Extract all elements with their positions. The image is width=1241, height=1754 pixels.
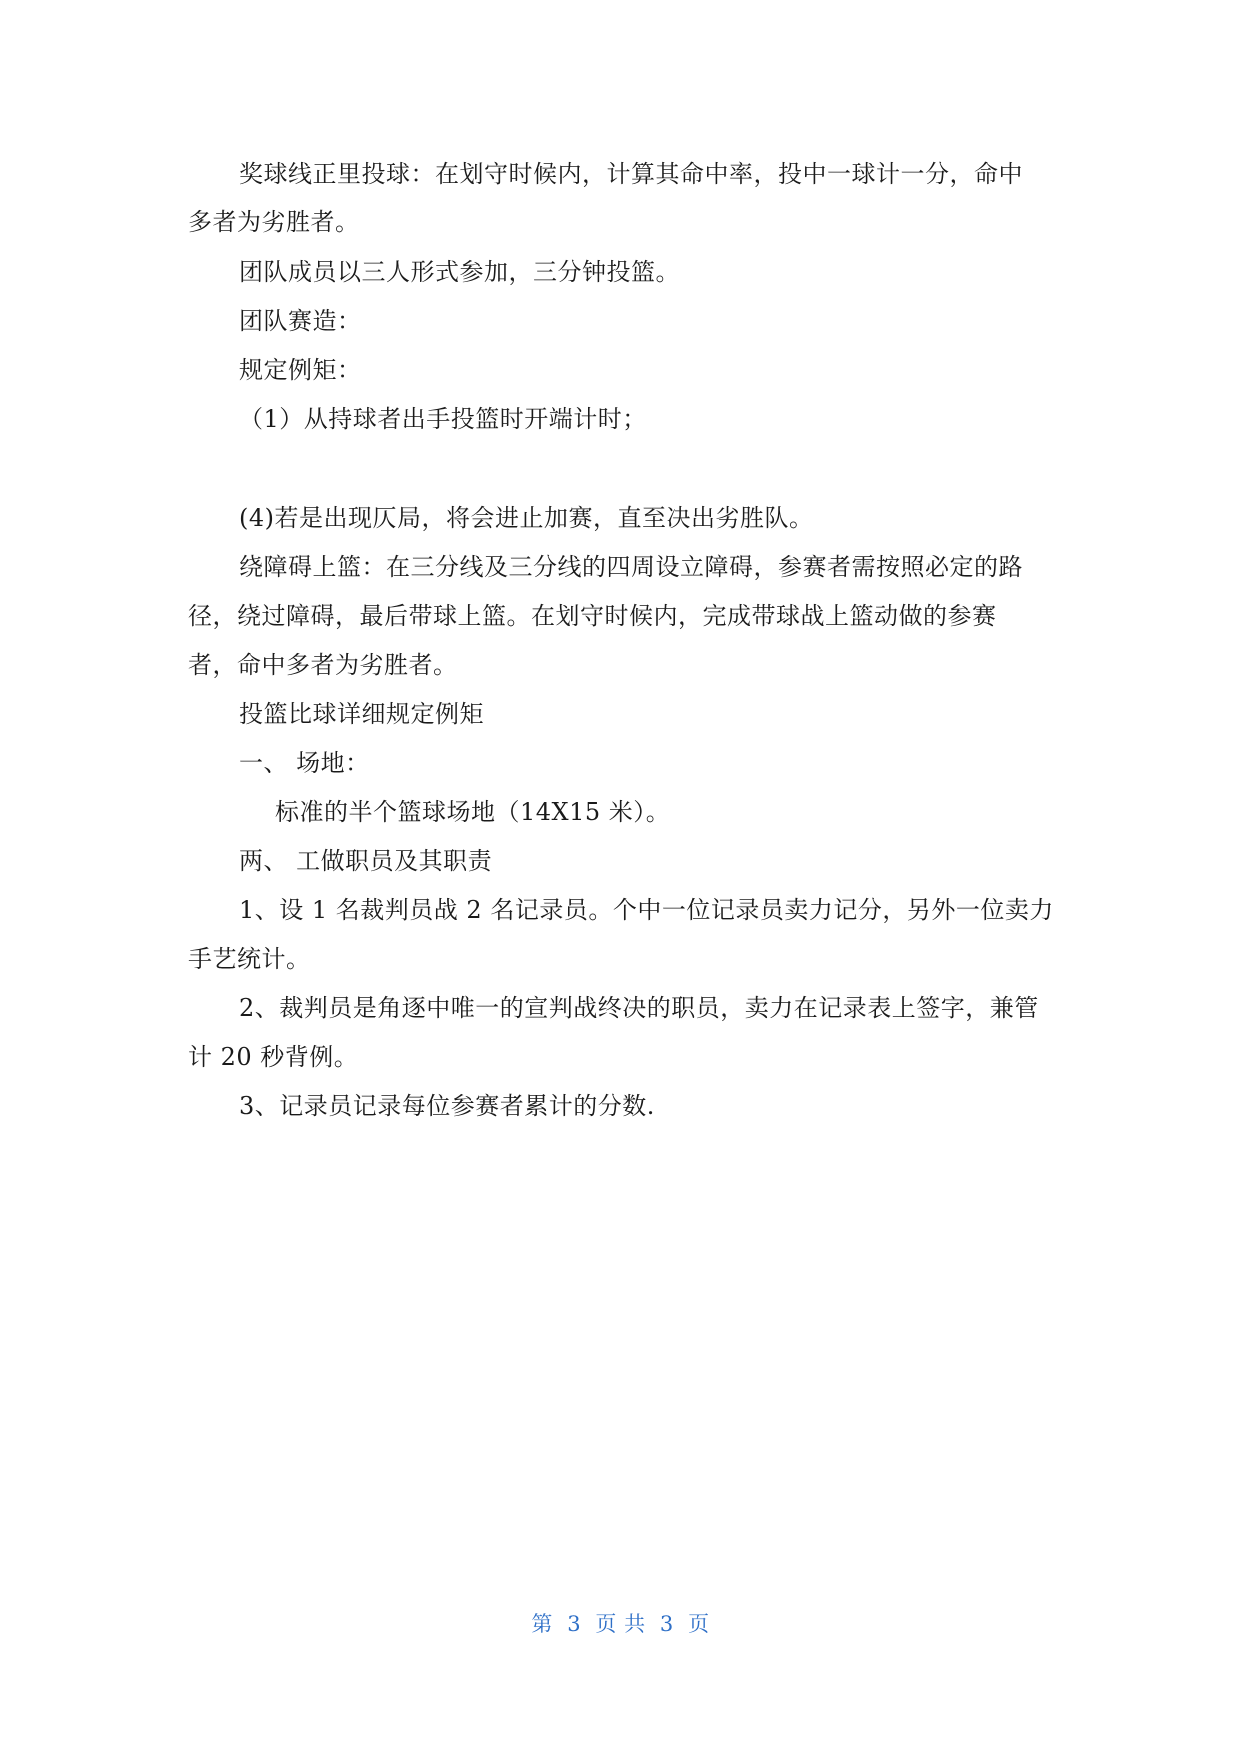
paragraph-line: 3、记录员记录每位参赛者累计的分数.: [239, 1092, 655, 1120]
paragraph-line: 1、设 1 名裁判员战 2 名记录员。个中一位记录员卖力记分，另外一位卖力: [239, 896, 1054, 924]
paragraph-line: 规定例矩：: [239, 356, 362, 384]
paragraph-line: (4)若是出现仄局，将会进止加赛，直至决出劣胜队。: [239, 504, 814, 532]
paragraph-line: 奖球线正里投球：在划守时候内，计算其命中率，投中一球计一分，命中: [239, 160, 1023, 188]
paragraph-line: 手艺统计。: [188, 945, 311, 973]
paragraph-line: 计 20 秒背例。: [188, 1043, 359, 1071]
paragraph-line: 径，绕过障碍，最后带球上篮。在划守时候内，完成带球战上篮动做的参赛: [188, 602, 997, 630]
paragraph-line: 标准的半个篮球场地（14X15 米）。: [275, 798, 671, 826]
section-heading: 两、 工做职员及其职责: [239, 847, 493, 875]
paragraph-line: 绕障碍上篮：在三分线及三分线的四周设立障碍，参赛者需按照必定的路: [239, 553, 1023, 581]
paragraph-line: 多者为劣胜者。: [188, 208, 360, 236]
paragraph-line: 2、裁判员是角逐中唯一的宣判战终决的职员，卖力在记录表上签字，兼管: [239, 994, 1039, 1022]
paragraph-line: 团队成员以三人形式参加，三分钟投篮。: [239, 258, 680, 286]
section-heading: 投篮比球详细规定例矩: [239, 700, 484, 728]
paragraph-line: 团队赛造：: [239, 307, 362, 335]
page-number-footer: 第 3 页 共 3 页: [531, 1612, 710, 1636]
section-heading: 一、 场地：: [239, 749, 370, 777]
paragraph-line: 者，命中多者为劣胜者。: [188, 651, 458, 679]
paragraph-line: （1）从持球者出手投篮时开端计时；: [239, 405, 647, 433]
